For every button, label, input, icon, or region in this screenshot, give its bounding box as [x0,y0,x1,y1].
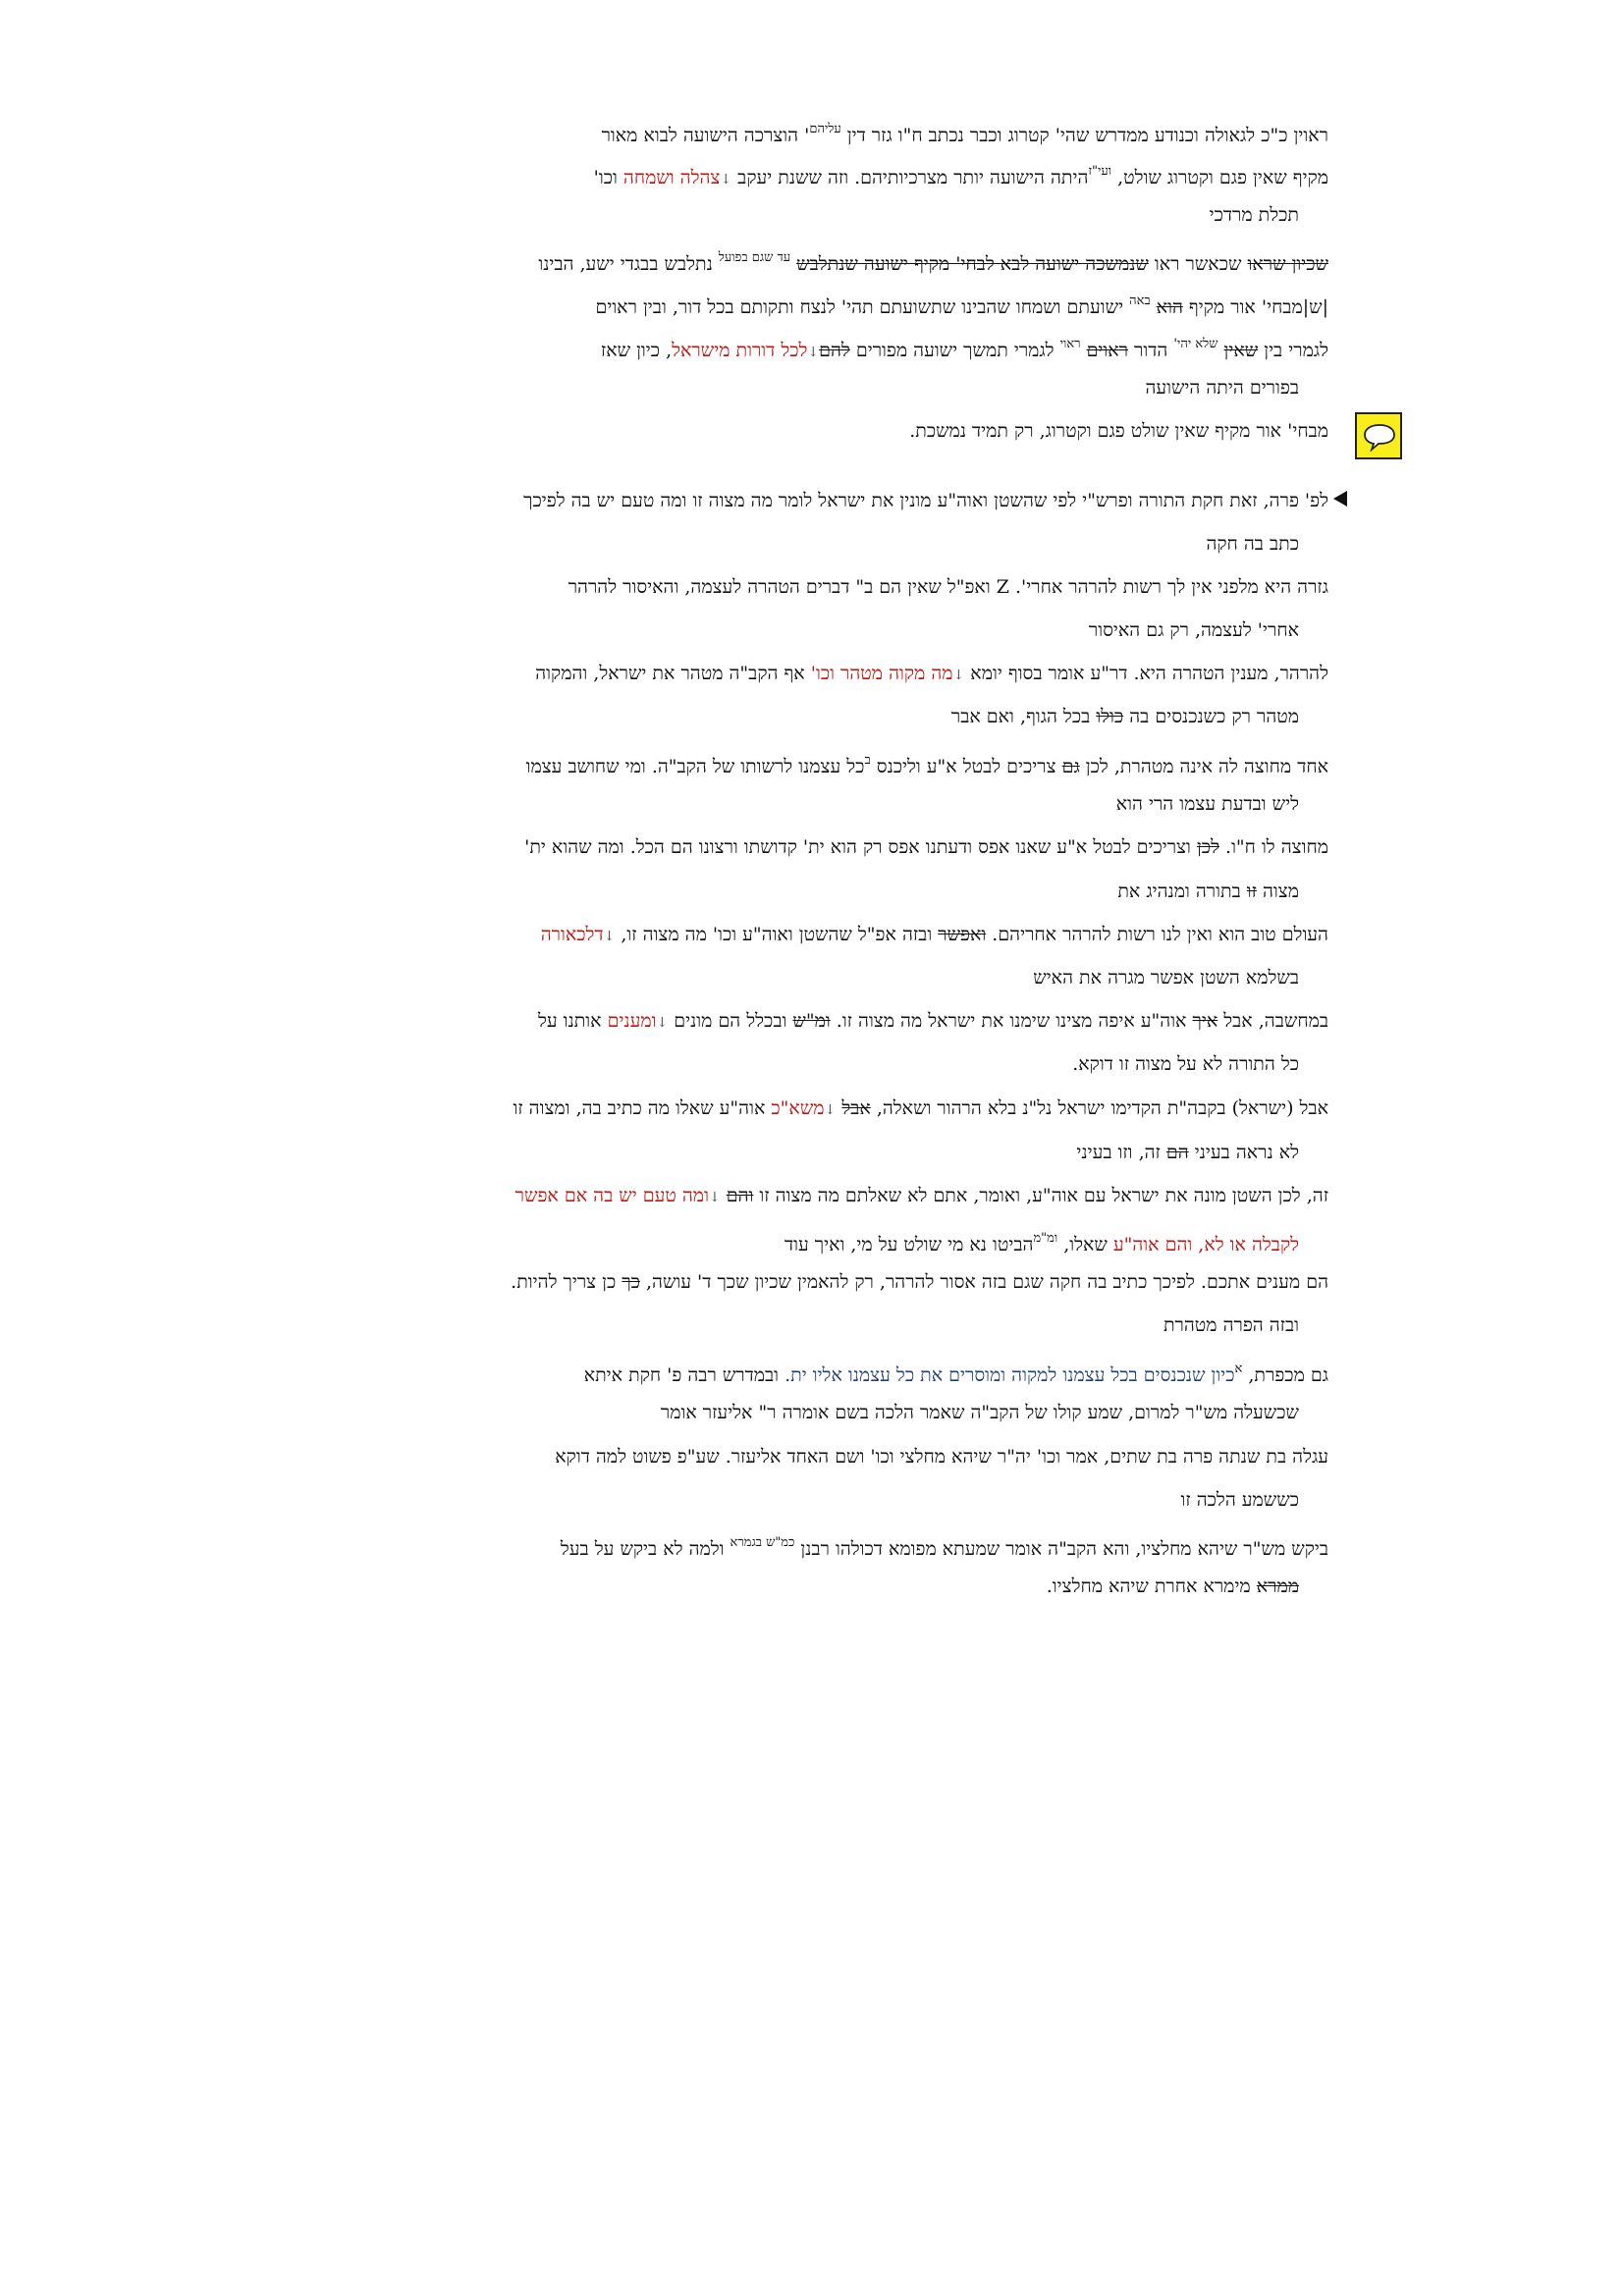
text-segment: ' הוצרכה הישועה לבוא מאור [601,125,810,146]
text-line [298,290,1328,319]
text-segment: אבל (ישראל) בקבה"ת הקדימו ישראל נל"נ בלא הרהור ושאלה, [870,1097,1328,1119]
text-segment: צריכים לבטל א"ע וליכנס [870,756,1062,777]
text-segment: אוה"ע איפה מצינו שימנו את ישראל מה מצוה זו. [830,1010,1193,1032]
text-segment: הם מענים אתכם. לפיכך כתיב בה חקה שגם בזה אסור להרהר, רק להאמין שכיון שכך ד' עושה, [639,1271,1328,1293]
text-segment: שאין [1223,340,1259,361]
text-segment: כל עצמנו לרשותו של הקב"ה. ומי שחושב עצמו [525,756,865,777]
text-line [298,1531,1328,1561]
insert-arrow-icon: ↓ [824,1102,837,1118]
text-segment: הם [1165,1142,1189,1163]
text-line [298,246,1328,276]
text-segment: ולמה לא ביקש על בעל [560,1538,730,1560]
insert-arrow-icon: ↓ [720,172,732,187]
text-segment: שכשעלה מש"ר למרום, שמע קולו של הקב"ה שאמר הלכה בשם אומרה ר" אליעזר אומר [660,1402,1299,1423]
text-line [268,880,1299,903]
text-line [298,1445,1328,1468]
insert-arrow-icon: ↓ [708,1190,721,1205]
text-segment: ב [864,753,871,768]
text-segment: אוה"ע שאלו מה כתיב בה, ומצוה זו [513,1097,772,1119]
text-segment: לא נראה בעיני [1188,1142,1299,1163]
text-segment: ובכלל הם מונים [668,1010,793,1032]
text-segment: כתב בה חקה [1206,533,1299,555]
text-segment: גם [1061,756,1080,777]
text-segment: ובמדרש רבה פ' חקת איתא [583,1364,785,1386]
text-segment: כן צריך להיות. [511,1271,622,1293]
text-line [268,1141,1299,1164]
text-line [298,160,1328,191]
text-segment: כמ"ש בגמרא [730,1535,795,1550]
text-segment: זה, וזו בעיני [1076,1142,1166,1163]
text-segment: כולו [1096,706,1124,727]
text-segment: שלא יהי' [1173,337,1218,351]
text-segment: עליהם [809,122,841,136]
text-segment: להם [819,340,850,361]
text-segment: איך [1192,1010,1218,1032]
text-segment: גזרה היא מלפני אין לך רשות להרהר אחרי'. Z ואפ"ל שאין הם ב" דברים הטהרה לעצמה, והאיסור להרהר [568,576,1328,598]
text-segment: ובזה אפ"ל שהשטן ואוה"ע וכו' מה מצוה זו, [615,924,939,945]
text-segment: אחרי' לעצמה, רק גם האיסור [1088,619,1299,641]
text-line [298,1009,1328,1035]
text-segment: גם מכפרת, [1242,1364,1328,1386]
text-segment: מקיף שאין פגם וקטרוג שולט, [1111,167,1328,188]
text-segment: זו [1246,881,1257,902]
text-segment: מימרא אחרת שיהא מחלציו. [1046,1575,1257,1597]
text-segment: וכו' [593,167,623,188]
text-segment: בשלמא השטן אפשר מגרה את האיש [1033,967,1299,988]
text-segment: אותנו על [537,1010,608,1032]
text-line [298,575,1328,599]
text-line [268,1313,1299,1337]
text-segment: ביקש מש"ר שיהא מחלציו, והא הקב"ה אומר שמעתא מפומא דכולהו רבנן [794,1538,1328,1560]
text-segment: |ש|מבחי' אור מקיף [1182,296,1328,318]
text-segment: ליש ובדעת עצמו הרי הוא [1115,793,1299,815]
text-segment: דלכאורה [540,924,604,945]
text-segment: ממרא [1256,1575,1299,1597]
text-segment: הביטו נא מי שולט על מי, ואיך עוד [784,1234,1034,1255]
text-line [298,419,1328,443]
text-segment: מחוצה לו ח"ו. [1218,836,1328,858]
text-segment: שכיון שראו [1247,253,1328,275]
text-segment: בפורים היתה הישועה [1145,377,1299,399]
text-segment: לקבלה או לא, והם אוה"ע [1112,1234,1299,1255]
text-segment: ומענים [607,1010,657,1032]
text-segment: ומה טעם יש בה אם אפשר [514,1185,709,1206]
text-segment: לכל דורות מישראל [672,340,808,361]
text-segment: כששמע הלכה זו [1180,1489,1299,1511]
text-line [298,118,1328,147]
text-segment: תכלת מרדכי [1209,204,1299,226]
text-line [268,1488,1299,1512]
text-segment: ואפשר [938,924,987,945]
text-segment: משא"כ [771,1097,825,1119]
text-line [268,532,1299,556]
text-segment: בכל הגוף, ואם אבר [950,706,1097,727]
text-segment: אחד מחוצה לה אינה מטהרת, לכן [1079,756,1328,777]
text-segment: הוא [1156,296,1183,318]
text-line [268,966,1299,989]
text-line [298,835,1328,859]
insert-arrow-icon: ↓ [603,929,616,944]
text-line [298,662,1328,687]
text-segment: אבל [841,1097,871,1119]
comment-speech-bubble-icon[interactable] [1355,412,1402,459]
text-segment: , כיון שאז [600,340,673,361]
text-line [268,1401,1299,1424]
text-segment: לגמרי בין [1258,340,1328,361]
text-line [268,1052,1299,1076]
insert-arrow-icon: ↓ [807,345,820,360]
text-segment: ראוין כ"כ לגאולה וכנודע ממדרש שהי' קטרוג וכבר נכתב ח"ו גזר דין [840,125,1328,146]
text-line [298,489,1328,512]
text-segment: מטהר רק כשנכנסים בה [1123,706,1299,727]
text-segment: וצריכים לבטל א"ע שאנו אפס ודעתנו אפס רק הוא ית' קדושתו ורצונו הם הכל. ומה שהוא ית' [524,836,1197,858]
text-segment: והם [726,1185,754,1206]
text-segment: כך [622,1271,640,1293]
text-segment: ועי"ז [1088,164,1112,179]
text-segment: מצוה [1256,881,1299,902]
text-line [268,618,1299,642]
insert-arrow-icon: ↓ [656,1015,669,1031]
text-segment: להרהר, מענין הטהרה היא. דר"ע אומר בסוף יומא [964,663,1328,684]
text-segment: זה, לכן השטן מונה את ישראל עם אוה"ע, ואומר, אתם לא שאלתם מה מצוה זו [753,1185,1328,1206]
text-segment: כל התורה לא על מצוה זו דוקא. [1072,1053,1299,1075]
text-line [268,705,1299,728]
text-line [298,1358,1328,1387]
text-line [298,1270,1328,1294]
text-segment: כיון שנכנסים בכל עצמנו למקוה ומוסרים את כל עצמנו אליו ית. [784,1364,1235,1386]
text-segment: העולם טוב הוא ואין לנו רשות להרהר אחריהם. [986,924,1328,945]
text-line [298,749,1328,778]
text-segment: ראוים [1086,340,1129,361]
text-segment: לכן [1196,836,1219,858]
text-line [268,376,1299,400]
text-segment: ראוי [1059,337,1081,351]
text-segment: לפ' פרה, זאת חקת התורה ופרש"י לפי שהשטן ואוה"ע מונין את ישראל לומר מה מצוה זו ומה טעם יש בה לפיכך [523,490,1328,511]
text-segment: שכאשר ראו [1148,253,1248,275]
text-segment: אף הקב"ה מטהר את ישראל, והמקוה [535,663,811,684]
paragraph-marker-triangle-icon [1333,491,1347,507]
text-line [268,1227,1299,1256]
text-segment: ובזה הפרה מטהרת [1163,1314,1299,1336]
text-line [268,1575,1299,1598]
text-line [298,923,1328,948]
text-line [268,792,1299,816]
text-segment: ומ"ש [792,1010,831,1032]
text-segment: באה [1129,294,1151,308]
text-segment: מה מקוה מטהר וכו' [810,663,953,684]
text-segment: עד שגם בפועל [718,250,791,265]
text-segment: לגמרי תמשך ישועה מפורים [849,340,1060,361]
text-segment: שנמשכה ישועה לבא לבחי' מקיף ישועה שנתלבש [796,253,1149,275]
text-segment: א [1234,1362,1243,1376]
text-segment: בתורה ומנהיג את [1117,881,1247,902]
text-segment: מבחי' אור מקיף שאין שולט פגם וקטרוג, רק תמיד נמשכת. [909,420,1328,442]
text-line [298,333,1328,364]
text-segment: היתה הישועה יותר מצרכיותיהם. וזה ששנת יעקב [731,167,1089,188]
text-segment: ומ"מ [1033,1231,1058,1246]
text-line [298,1096,1328,1122]
text-segment: במחשבה, אבל [1217,1010,1328,1032]
text-segment: הדור [1128,340,1174,361]
text-segment: צהלה ושמחה [622,167,721,188]
text-segment: ישועתם ושמחו שהבינו שתשועתם תהי' לנצח ותקותם בכל דור, ובין ראוים [595,296,1130,318]
text-line [268,203,1299,227]
text-segment: עגלה בת שנתה פרה בת שתים, אמר וכו' יה"ר שיהא מחלצי וכו' ושם האחד אליעזר. שע"פ פשוט למה דוקא [555,1446,1328,1468]
insert-arrow-icon: ↓ [952,667,965,683]
text-line [298,1184,1328,1209]
text-segment: שאלו, [1057,1234,1113,1255]
text-segment: נתלבש בבגדי ישע, הבינו [538,253,719,275]
